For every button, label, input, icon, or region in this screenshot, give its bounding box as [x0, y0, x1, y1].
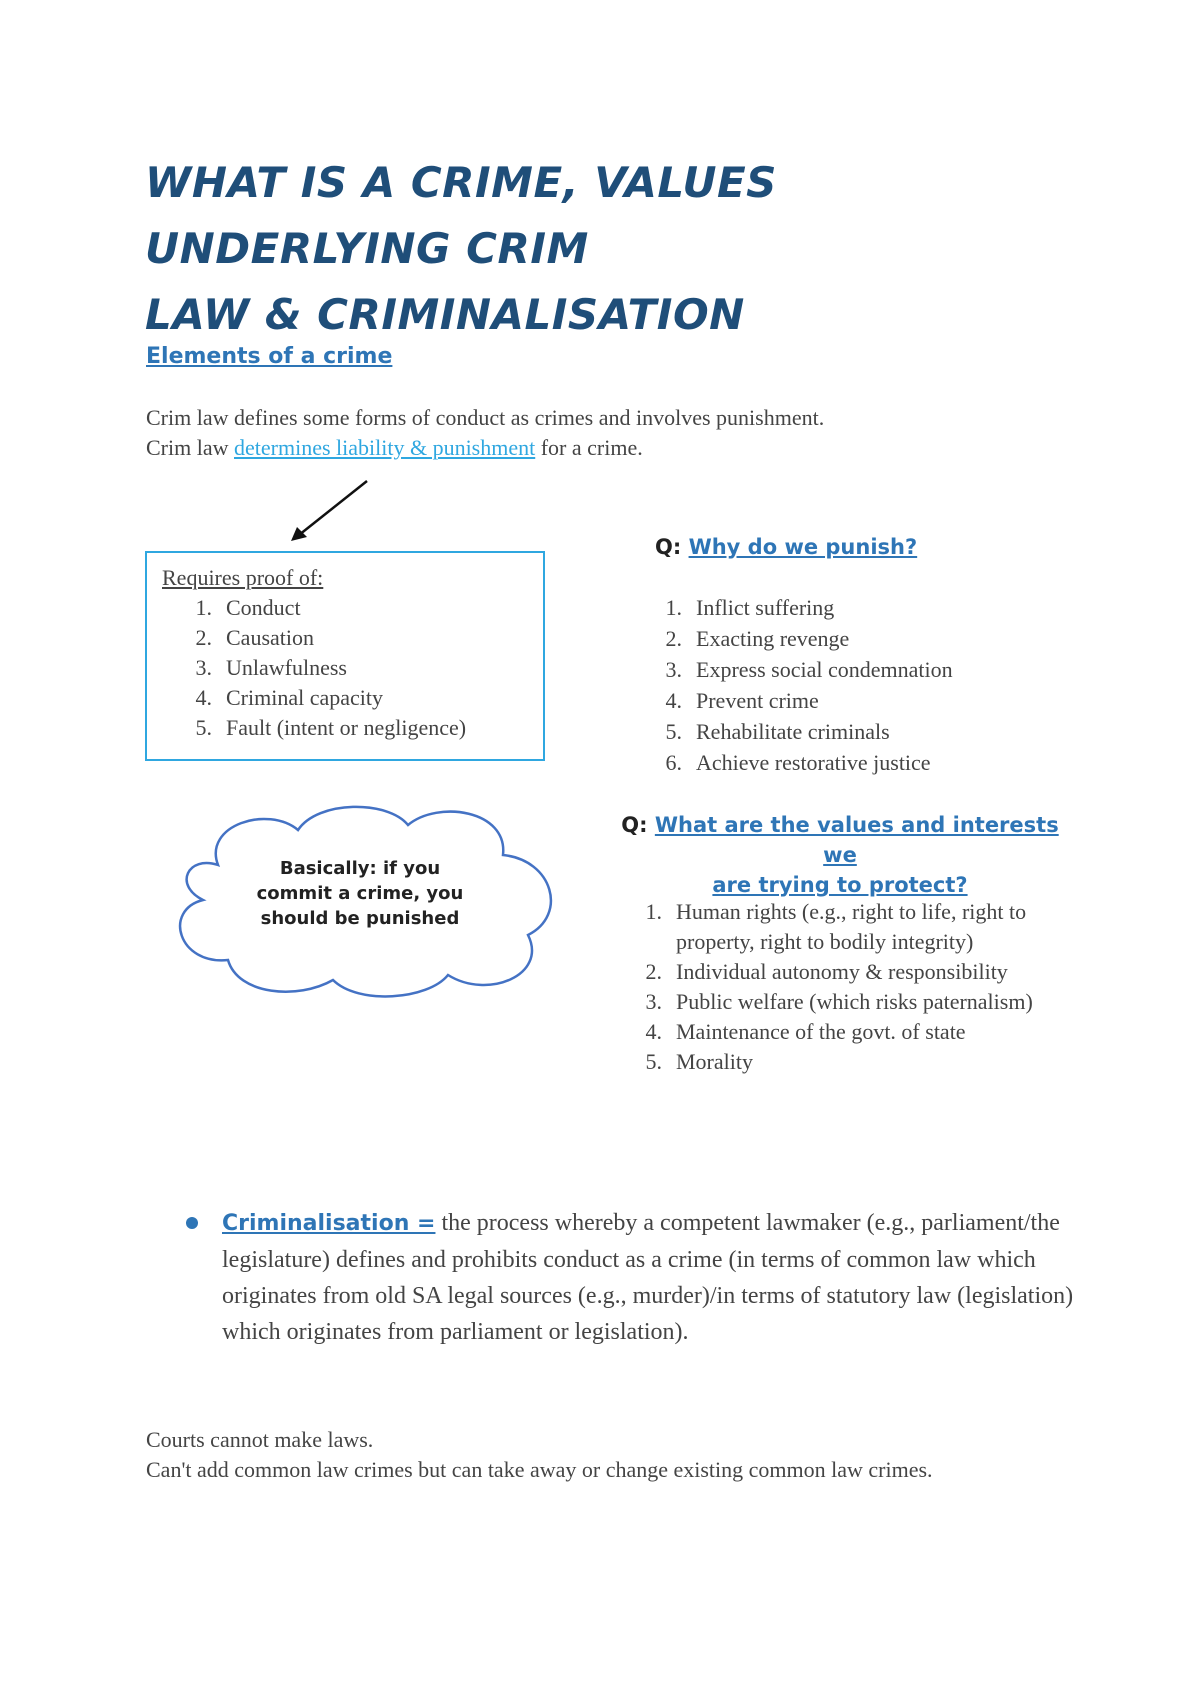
- list-number: 4.: [645, 1019, 662, 1044]
- list-text: Human rights (e.g., right to life, right to property, right to bodily integrity): [676, 899, 1027, 954]
- closing-notes: [146, 1425, 1046, 1485]
- punish-reasons-list: [640, 592, 953, 778]
- list-text: Conduct: [226, 595, 301, 620]
- list-text: Fault (intent or negligence): [226, 715, 467, 740]
- intro-line-1: Crim law defines some forms of conduct as crimes and involves punishment.: [146, 405, 825, 430]
- liability-link[interactable]: determines liability & punishment: [234, 435, 536, 460]
- closing-line-1: Courts cannot make laws.: [146, 1427, 374, 1452]
- list-number: 1.: [195, 595, 212, 620]
- list-number: 5.: [195, 715, 212, 740]
- list-text: Exacting revenge: [696, 626, 850, 651]
- cloud-text: Basically: if you commit a crime, you should be punished: [256, 858, 464, 929]
- list-text: Prevent crime: [696, 688, 819, 713]
- list-item: [162, 593, 529, 623]
- list-item: [640, 747, 953, 778]
- list-number: 5.: [665, 719, 682, 744]
- list-text: Morality: [676, 1049, 753, 1074]
- list-item: [640, 654, 953, 685]
- list-text: Inflict suffering: [696, 595, 835, 620]
- list-text: Unlawfulness: [226, 655, 347, 680]
- intro-line-2-prefix: Crim law: [146, 435, 234, 460]
- list-item: [620, 1047, 1060, 1077]
- list-item: [640, 592, 953, 623]
- list-number: 4.: [665, 688, 682, 713]
- proof-requirements-box: [145, 551, 545, 761]
- list-number: 2.: [665, 626, 682, 651]
- criminalisation-definition: [222, 1205, 1102, 1350]
- list-text: Maintenance of the govt. of state: [676, 1019, 966, 1044]
- list-item: [620, 897, 1060, 957]
- list-number: 2.: [195, 625, 212, 650]
- list-text: Criminal capacity: [226, 685, 383, 710]
- intro-line-2-suffix: for a crime.: [535, 435, 643, 460]
- list-item: [620, 1017, 1060, 1047]
- list-number: 6.: [665, 750, 682, 775]
- proof-label: Requires proof of:: [162, 565, 324, 590]
- question-prefix: Q:: [621, 813, 648, 837]
- question-link-line-2[interactable]: are trying to protect?: [712, 873, 968, 897]
- list-number: 3.: [195, 655, 212, 680]
- list-item: [640, 623, 953, 654]
- list-number: 2.: [645, 959, 662, 984]
- criminalisation-text: the process whereby a competent lawmaker (e.g., parliament/the legislature) defines and prohibits conduct as a crime (in terms of common law which originates from old SA legal sources (e.g., murder)/in terms of statutory law (legislation) which originates from parliament or legislation).: [222, 1210, 1074, 1345]
- question-link[interactable]: Why do we punish?: [688, 535, 918, 559]
- bullet-icon: [186, 1217, 198, 1229]
- intro-line-2: [146, 433, 643, 463]
- list-number: 1.: [665, 595, 682, 620]
- proof-list: [162, 593, 529, 743]
- list-number: 3.: [665, 657, 682, 682]
- list-text: Public welfare (which risks paternalism): [676, 989, 1033, 1014]
- list-text: Individual autonomy & responsibility: [676, 959, 1008, 984]
- values-list: [620, 897, 1060, 1077]
- closing-line-2: Can't add common law crimes but can take away or change existing common law crimes.: [146, 1457, 933, 1482]
- page-title-line-2: LAW & CRIMINALISATION: [145, 290, 745, 339]
- arrow-icon: [285, 475, 375, 547]
- list-item: [162, 683, 529, 713]
- list-item: [620, 957, 1060, 987]
- list-item: [640, 716, 953, 747]
- list-text: Achieve restorative justice: [696, 750, 931, 775]
- list-item: [162, 713, 529, 743]
- question-why-punish: [655, 535, 917, 559]
- list-text: Causation: [226, 625, 314, 650]
- elements-heading-link[interactable]: Elements of a crime: [146, 344, 393, 369]
- list-number: 5.: [645, 1049, 662, 1074]
- page-title: [145, 150, 1045, 348]
- list-number: 1.: [645, 899, 662, 924]
- list-item: [162, 623, 529, 653]
- list-number: 3.: [645, 989, 662, 1014]
- question-prefix: Q:: [655, 535, 682, 559]
- question-link-line-1[interactable]: What are the values and interests we: [654, 813, 1059, 867]
- list-number: 4.: [195, 685, 212, 710]
- list-text: Express social condemnation: [696, 657, 953, 682]
- page-title-line-1: WHAT IS A CRIME, VALUES UNDERLYING CRIM: [145, 158, 777, 273]
- list-text: Rehabilitate criminals: [696, 719, 890, 744]
- criminalisation-term-link[interactable]: Criminalisation =: [222, 1211, 436, 1236]
- list-item: [620, 987, 1060, 1017]
- list-item: [640, 685, 953, 716]
- question-values-interests: [615, 810, 1065, 900]
- list-item: [162, 653, 529, 683]
